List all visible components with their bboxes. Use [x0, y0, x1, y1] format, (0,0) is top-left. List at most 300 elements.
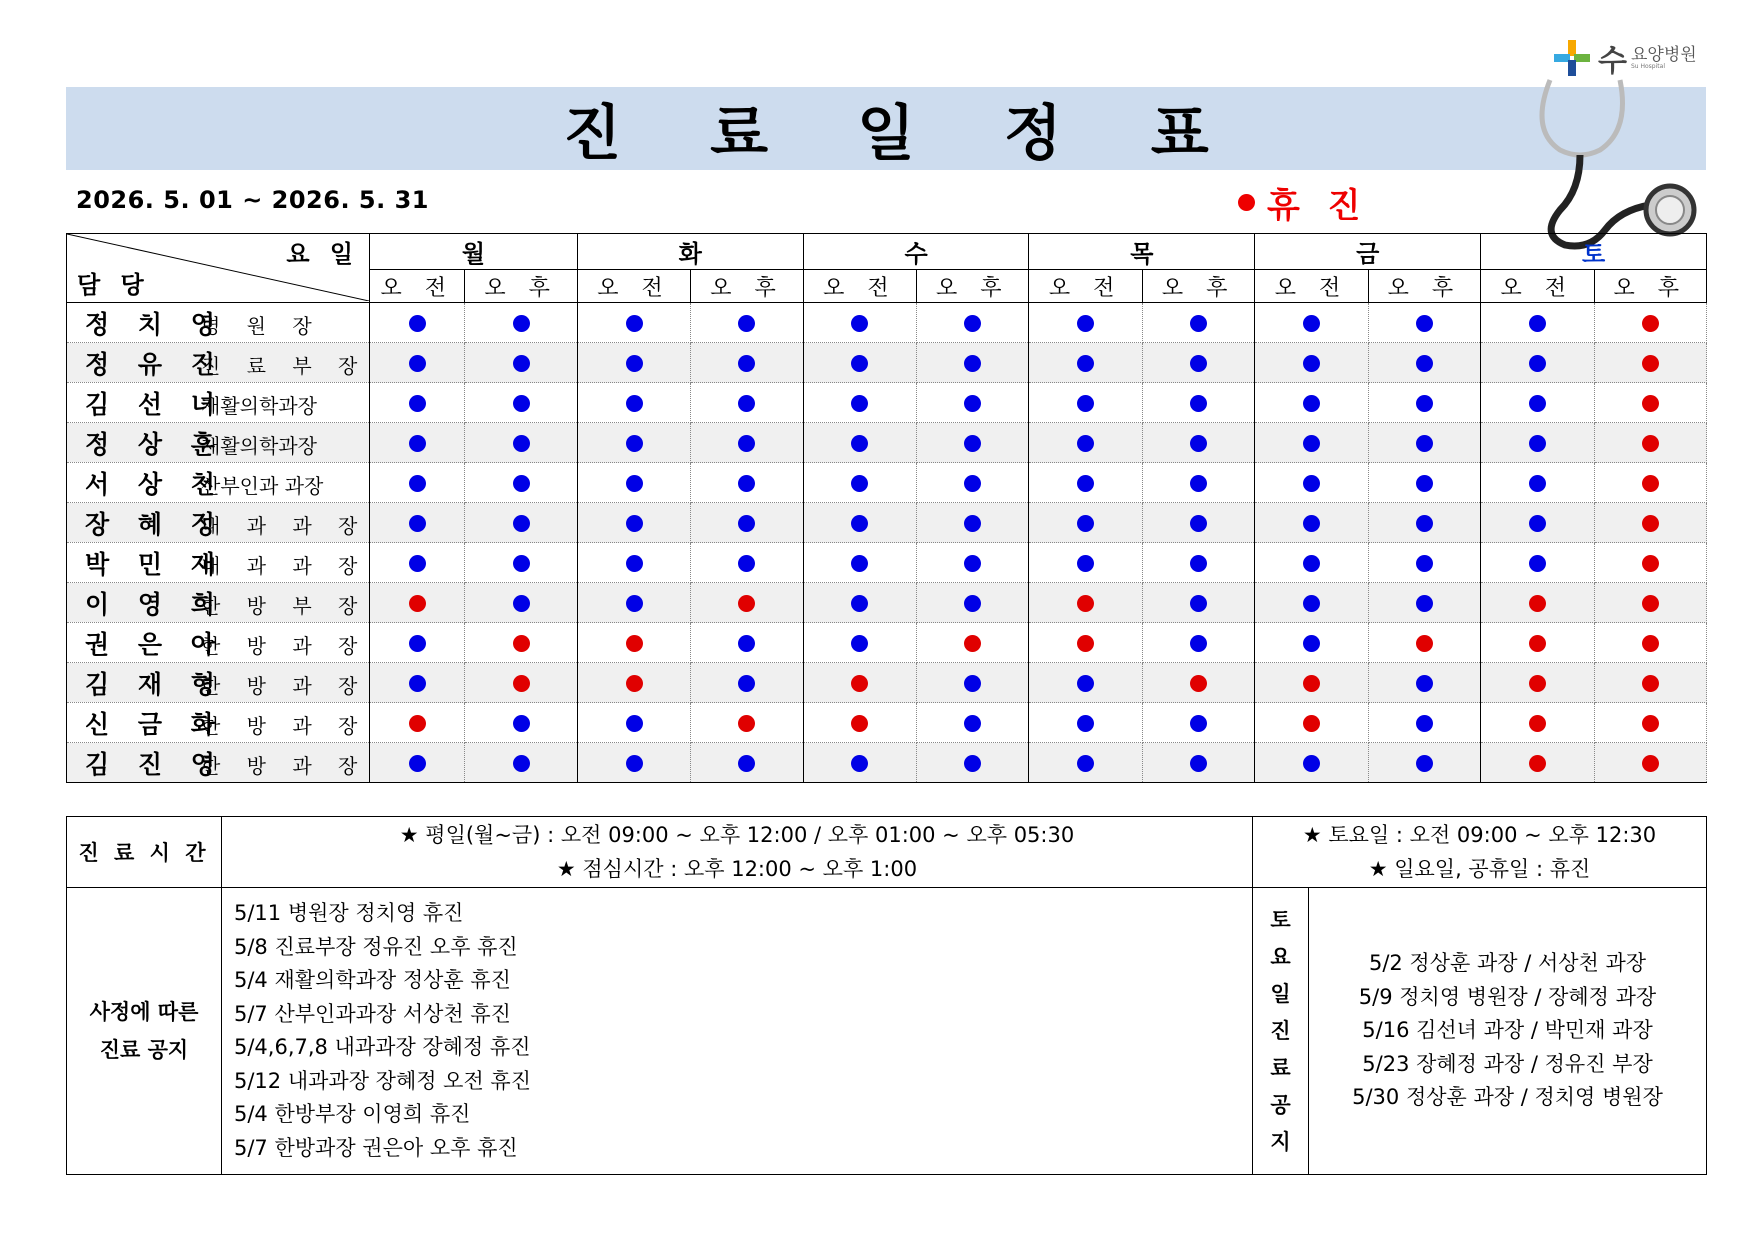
schedule-slot [691, 303, 803, 343]
available-dot-icon [1303, 475, 1320, 492]
staff-name: 이 영 희 [85, 589, 225, 619]
schedule-slot [1594, 583, 1707, 623]
saturday-notice-list [1309, 888, 1707, 1175]
available-dot-icon [851, 755, 868, 772]
schedule-slot [691, 703, 803, 743]
available-dot-icon [409, 635, 426, 652]
closed-dot-icon [1529, 715, 1546, 732]
available-dot-icon [626, 555, 643, 572]
available-dot-icon [964, 755, 981, 772]
closed-dot-icon [1642, 675, 1659, 692]
available-dot-icon [409, 515, 426, 532]
schedule-slot [370, 663, 465, 703]
schedule-table [66, 233, 1707, 783]
available-dot-icon [1416, 475, 1433, 492]
period-header-am: 오 전 [1255, 270, 1368, 303]
schedule-slot [1255, 743, 1368, 783]
closed-dot-icon [738, 595, 755, 612]
schedule-slot [1029, 463, 1142, 503]
staff-role: 한 방 과 장 [201, 753, 368, 778]
available-dot-icon [851, 315, 868, 332]
closed-dot-icon [1416, 635, 1433, 652]
schedule-slot [691, 663, 803, 703]
schedule-slot [691, 743, 803, 783]
schedule-slot [1029, 383, 1142, 423]
schedule-slot [917, 663, 1029, 703]
staff-cell [67, 463, 370, 503]
saturday-label-char: 지 [1270, 1129, 1291, 1154]
staff-cell [67, 383, 370, 423]
schedule-slot [1255, 703, 1368, 743]
logo-mark: 수 [1598, 44, 1627, 79]
staff-role: 한 방 과 장 [201, 633, 368, 658]
schedule-slot [1255, 463, 1368, 503]
schedule-slot [1255, 303, 1368, 343]
schedule-slot [370, 543, 465, 583]
schedule-slot [1481, 383, 1594, 423]
saturday-hours: ★ 토요일 : 오전 09:00 ~ 오후 12:30 [1302, 823, 1657, 847]
available-dot-icon [1077, 715, 1094, 732]
schedule-slot [370, 463, 465, 503]
schedule-slot [1255, 383, 1368, 423]
schedule-slot [1368, 303, 1480, 343]
available-dot-icon [1416, 395, 1433, 412]
available-dot-icon [1529, 555, 1546, 572]
schedule-slot [803, 663, 916, 703]
table-row [67, 543, 1707, 583]
period-header-am: 오 전 [370, 270, 465, 303]
period-header-am: 오 전 [803, 270, 916, 303]
available-dot-icon [738, 435, 755, 452]
schedule-slot [1029, 503, 1142, 543]
period-header-am: 오 전 [577, 270, 690, 303]
available-dot-icon [1303, 395, 1320, 412]
staff-name: 박 민 재 [85, 549, 225, 579]
closed-dot-icon [1529, 755, 1546, 772]
available-dot-icon [409, 475, 426, 492]
staff-cell [67, 703, 370, 743]
schedule-slot [1481, 743, 1594, 783]
page-title: 진 료 일 정 표 [563, 98, 1243, 169]
schedule-slot [1368, 623, 1480, 663]
notice-list [222, 888, 1253, 1175]
schedule-slot [370, 383, 465, 423]
available-dot-icon [964, 675, 981, 692]
schedule-slot [577, 743, 690, 783]
closed-legend [1238, 178, 1369, 227]
period-header-pm: 오 후 [1594, 270, 1707, 303]
period-header-pm: 오 후 [1142, 270, 1254, 303]
available-dot-icon [1529, 475, 1546, 492]
available-dot-icon [409, 355, 426, 372]
schedule-slot [1255, 423, 1368, 463]
staff-name: 정 치 영 [85, 309, 225, 339]
schedule-slot [691, 503, 803, 543]
closed-dot-icon [1642, 635, 1659, 652]
day-header-tue: 화 [577, 234, 803, 270]
period-header-am: 오 전 [1029, 270, 1142, 303]
closed-dot-icon [513, 635, 530, 652]
staff-cell [67, 423, 370, 463]
available-dot-icon [1190, 635, 1207, 652]
available-dot-icon [513, 435, 530, 452]
available-dot-icon [1416, 555, 1433, 572]
available-dot-icon [1416, 435, 1433, 452]
schedule-slot [803, 703, 916, 743]
available-dot-icon [1190, 315, 1207, 332]
available-dot-icon [1077, 675, 1094, 692]
saturday-notice-label [1253, 888, 1309, 1175]
table-row [67, 503, 1707, 543]
schedule-slot [1255, 343, 1368, 383]
logo-subtext: Su Hospital [1630, 62, 1665, 70]
schedule-slot [1481, 423, 1594, 463]
saturday-label-char: 공 [1270, 1092, 1291, 1117]
available-dot-icon [851, 355, 868, 372]
schedule-slot [370, 703, 465, 743]
schedule-slot [577, 383, 690, 423]
available-dot-icon [964, 395, 981, 412]
available-dot-icon [1190, 715, 1207, 732]
staff-name: 장 혜 정 [85, 509, 225, 539]
schedule-slot [577, 623, 690, 663]
day-header-mon: 월 [370, 234, 578, 270]
lunch-hours: ★ 점심시간 : 오후 12:00 ~ 오후 1:00 [556, 857, 918, 881]
available-dot-icon [409, 315, 426, 332]
available-dot-icon [1529, 315, 1546, 332]
staff-role: 진 료 부 장 [201, 353, 368, 378]
available-dot-icon [1303, 755, 1320, 772]
closed-dot-icon [1303, 715, 1320, 732]
schedule-slot [577, 503, 690, 543]
schedule-slot [1594, 743, 1707, 783]
closed-dot-icon [1529, 595, 1546, 612]
schedule-slot [803, 583, 916, 623]
schedule-slot [1594, 623, 1707, 663]
available-dot-icon [738, 755, 755, 772]
schedule-slot [1368, 663, 1480, 703]
schedule-slot [1142, 343, 1254, 383]
staff-name: 김 재 형 [85, 669, 225, 699]
closed-dot-icon [409, 595, 426, 612]
notice-item: 5/4,6,7,8 내과과장 장혜정 휴진 [234, 1035, 531, 1059]
available-dot-icon [1077, 395, 1094, 412]
schedule-slot [370, 423, 465, 463]
available-dot-icon [1529, 395, 1546, 412]
saturday-notice-item: 5/30 정상훈 과장 / 정치영 병원장 [1352, 1085, 1663, 1110]
schedule-slot [577, 543, 690, 583]
sunday-hours: ★ 일요일, 공휴일 : 휴진 [1368, 857, 1591, 881]
available-dot-icon [626, 595, 643, 612]
schedule-slot [917, 343, 1029, 383]
available-dot-icon [626, 475, 643, 492]
staff-cell [67, 343, 370, 383]
notice-item: 5/12 내과과장 장혜정 오전 휴진 [234, 1068, 532, 1093]
staff-name: 권 은 아 [85, 629, 225, 659]
available-dot-icon [1303, 515, 1320, 532]
notice-label-1: 사정에 따른 [89, 1000, 199, 1024]
available-dot-icon [1077, 755, 1094, 772]
schedule-slot [691, 623, 803, 663]
available-dot-icon [738, 315, 755, 332]
staff-cell [67, 743, 370, 783]
schedule-slot [917, 463, 1029, 503]
available-dot-icon [851, 475, 868, 492]
schedule-slot [803, 743, 916, 783]
schedule-slot [465, 503, 577, 543]
available-dot-icon [1416, 315, 1433, 332]
day-header-fri: 금 [1255, 234, 1481, 270]
available-dot-icon [1303, 635, 1320, 652]
schedule-slot [917, 303, 1029, 343]
date-range: 2026. 5. 01 ~ 2026. 5. 31 [76, 186, 429, 214]
schedule-slot [1255, 543, 1368, 583]
closed-dot-icon [1642, 555, 1659, 572]
available-dot-icon [409, 755, 426, 772]
notice-item: 5/11 병원장 정치영 휴진 [234, 901, 464, 925]
table-row [67, 303, 1707, 343]
period-header-am: 오 전 [1481, 270, 1594, 303]
schedule-slot [1029, 303, 1142, 343]
schedule-slot [1142, 423, 1254, 463]
schedule-slot [1029, 423, 1142, 463]
schedule-slot [691, 383, 803, 423]
available-dot-icon [964, 435, 981, 452]
closed-dot-icon [1077, 635, 1094, 652]
schedule-slot [1029, 543, 1142, 583]
schedule-slot [1481, 463, 1594, 503]
schedule-slot [465, 383, 577, 423]
table-row [67, 463, 1707, 503]
staff-name: 정 유 진 [85, 349, 225, 379]
saturday-label-char: 요 [1270, 944, 1291, 969]
saturday-label-char: 토 [1270, 907, 1291, 932]
schedule-slot [917, 423, 1029, 463]
available-dot-icon [964, 555, 981, 572]
schedule-slot [1368, 743, 1480, 783]
schedule-slot [465, 743, 577, 783]
staff-name: 신 금 화 [85, 709, 225, 739]
available-dot-icon [1077, 435, 1094, 452]
schedule-slot [1481, 623, 1594, 663]
schedule-slot [1255, 503, 1368, 543]
schedule-slot [691, 423, 803, 463]
available-dot-icon [409, 675, 426, 692]
schedule-slot [577, 463, 690, 503]
available-dot-icon [964, 355, 981, 372]
closed-dot-icon [1642, 435, 1659, 452]
available-dot-icon [626, 435, 643, 452]
available-dot-icon [626, 395, 643, 412]
saturday-notice-item: 5/16 김선녀 과장 / 박민재 과장 [1362, 1018, 1653, 1043]
available-dot-icon [513, 315, 530, 332]
staff-name: 김 선 녀 [85, 389, 225, 419]
closed-dot-icon [1642, 595, 1659, 612]
available-dot-icon [1303, 435, 1320, 452]
available-dot-icon [513, 555, 530, 572]
schedule-slot [1481, 343, 1594, 383]
schedule-slot [1142, 663, 1254, 703]
table-row [67, 743, 1707, 783]
saturday-label-char: 진 [1270, 1018, 1291, 1043]
schedule-slot [465, 543, 577, 583]
schedule-slot [370, 503, 465, 543]
schedule-slot [1594, 703, 1707, 743]
schedule-slot [1368, 383, 1480, 423]
schedule-slot [1368, 583, 1480, 623]
schedule-slot [370, 743, 465, 783]
schedule-slot [1481, 583, 1594, 623]
available-dot-icon [1303, 315, 1320, 332]
available-dot-icon [409, 555, 426, 572]
closed-dot-icon [1642, 715, 1659, 732]
available-dot-icon [1416, 355, 1433, 372]
schedule-slot [917, 703, 1029, 743]
staff-cell [67, 303, 370, 343]
schedule-slot [1255, 583, 1368, 623]
available-dot-icon [1529, 515, 1546, 532]
schedule-slot [370, 623, 465, 663]
available-dot-icon [964, 475, 981, 492]
available-dot-icon [964, 595, 981, 612]
available-dot-icon [1303, 355, 1320, 372]
table-row [67, 423, 1707, 463]
closed-dot-icon [1190, 675, 1207, 692]
weekend-hours-cell [1253, 817, 1707, 888]
available-dot-icon [1303, 595, 1320, 612]
closed-dot-icon [409, 715, 426, 732]
schedule-slot [465, 463, 577, 503]
schedule-slot [1368, 543, 1480, 583]
available-dot-icon [1416, 755, 1433, 772]
schedule-slot [370, 583, 465, 623]
schedule-slot [1368, 703, 1480, 743]
schedule-slot [1368, 463, 1480, 503]
schedule-slot [1029, 703, 1142, 743]
available-dot-icon [1416, 715, 1433, 732]
schedule-slot [917, 623, 1029, 663]
available-dot-icon [513, 395, 530, 412]
notice-label-cell [67, 888, 222, 1175]
weekday-hours: ★ 평일(월~금) : 오전 09:00 ~ 오후 12:00 / 오후 01:00 ~ 오후 05:30 [399, 823, 1075, 847]
info-table [66, 816, 1707, 1175]
weekday-hours-cell [222, 817, 1253, 888]
available-dot-icon [1190, 435, 1207, 452]
schedule-slot [803, 303, 916, 343]
closed-dot-icon [1642, 475, 1659, 492]
schedule-slot [1594, 663, 1707, 703]
notice-label-2: 진료 공지 [99, 1038, 189, 1062]
closed-dot-icon [1642, 515, 1659, 532]
available-dot-icon [738, 675, 755, 692]
closed-dot-icon [1077, 595, 1094, 612]
schedule-slot [465, 623, 577, 663]
staff-cell [67, 583, 370, 623]
available-dot-icon [1190, 515, 1207, 532]
staff-cell [67, 503, 370, 543]
schedule-slot [803, 503, 916, 543]
period-header-pm: 오 후 [917, 270, 1029, 303]
table-row [67, 583, 1707, 623]
saturday-label-char: 료 [1270, 1055, 1291, 1080]
closed-dot-icon [513, 675, 530, 692]
available-dot-icon [1303, 555, 1320, 572]
available-dot-icon [1190, 555, 1207, 572]
schedule-slot [1142, 703, 1254, 743]
schedule-slot [1255, 623, 1368, 663]
closed-dot-icon [626, 635, 643, 652]
available-dot-icon [738, 395, 755, 412]
schedule-slot [577, 343, 690, 383]
notice-item: 5/7 한방과장 권은아 오후 휴진 [234, 1135, 518, 1160]
corner-staff-label: 담 당 [77, 271, 150, 299]
available-dot-icon [1416, 595, 1433, 612]
schedule-slot [1142, 463, 1254, 503]
available-dot-icon [1190, 355, 1207, 372]
schedule-slot [917, 503, 1029, 543]
closed-dot-icon [851, 675, 868, 692]
available-dot-icon [1416, 515, 1433, 532]
schedule-slot [370, 343, 465, 383]
closed-legend-label: 휴 진 [1267, 186, 1369, 226]
schedule-slot [917, 543, 1029, 583]
schedule-slot [1142, 383, 1254, 423]
schedule-slot [1368, 503, 1480, 543]
schedule-slot [803, 423, 916, 463]
schedule-slot [465, 343, 577, 383]
schedule-slot [1142, 503, 1254, 543]
title-band [66, 87, 1706, 170]
available-dot-icon [851, 595, 868, 612]
period-header-pm: 오 후 [465, 270, 577, 303]
available-dot-icon [626, 315, 643, 332]
available-dot-icon [513, 475, 530, 492]
schedule-slot [917, 383, 1029, 423]
logo-text: 요양병원 [1630, 44, 1697, 65]
available-dot-icon [851, 555, 868, 572]
available-dot-icon [964, 315, 981, 332]
staff-role: 재활의학과장 [201, 393, 317, 418]
available-dot-icon [1077, 475, 1094, 492]
schedule-slot [1481, 663, 1594, 703]
available-dot-icon [1529, 435, 1546, 452]
table-row [67, 623, 1707, 663]
schedule-slot [1255, 663, 1368, 703]
staff-name: 정 상 훈 [85, 429, 225, 459]
staff-role: 산부인과 과장 [201, 473, 324, 498]
schedule-slot [1142, 743, 1254, 783]
notice-item: 5/7 산부인과과장 서상천 휴진 [234, 1001, 511, 1026]
schedule-slot [577, 303, 690, 343]
schedule-slot [1368, 423, 1480, 463]
saturday-notice-item: 5/23 장혜정 과장 / 정유진 부장 [1362, 1051, 1653, 1076]
period-header-pm: 오 후 [691, 270, 803, 303]
table-row [67, 703, 1707, 743]
staff-cell [67, 543, 370, 583]
hours-label: 진 료 시 간 [67, 817, 222, 888]
closed-dot-icon [964, 635, 981, 652]
schedule-slot [370, 303, 465, 343]
available-dot-icon [851, 435, 868, 452]
schedule-slot [803, 343, 916, 383]
stethoscope-icon [1520, 50, 1700, 260]
closed-dot-icon [1642, 755, 1659, 772]
available-dot-icon [626, 355, 643, 372]
schedule-slot [1368, 343, 1480, 383]
day-header-sat: 토 [1481, 234, 1707, 270]
available-dot-icon [738, 515, 755, 532]
closed-dot-icon [1529, 635, 1546, 652]
